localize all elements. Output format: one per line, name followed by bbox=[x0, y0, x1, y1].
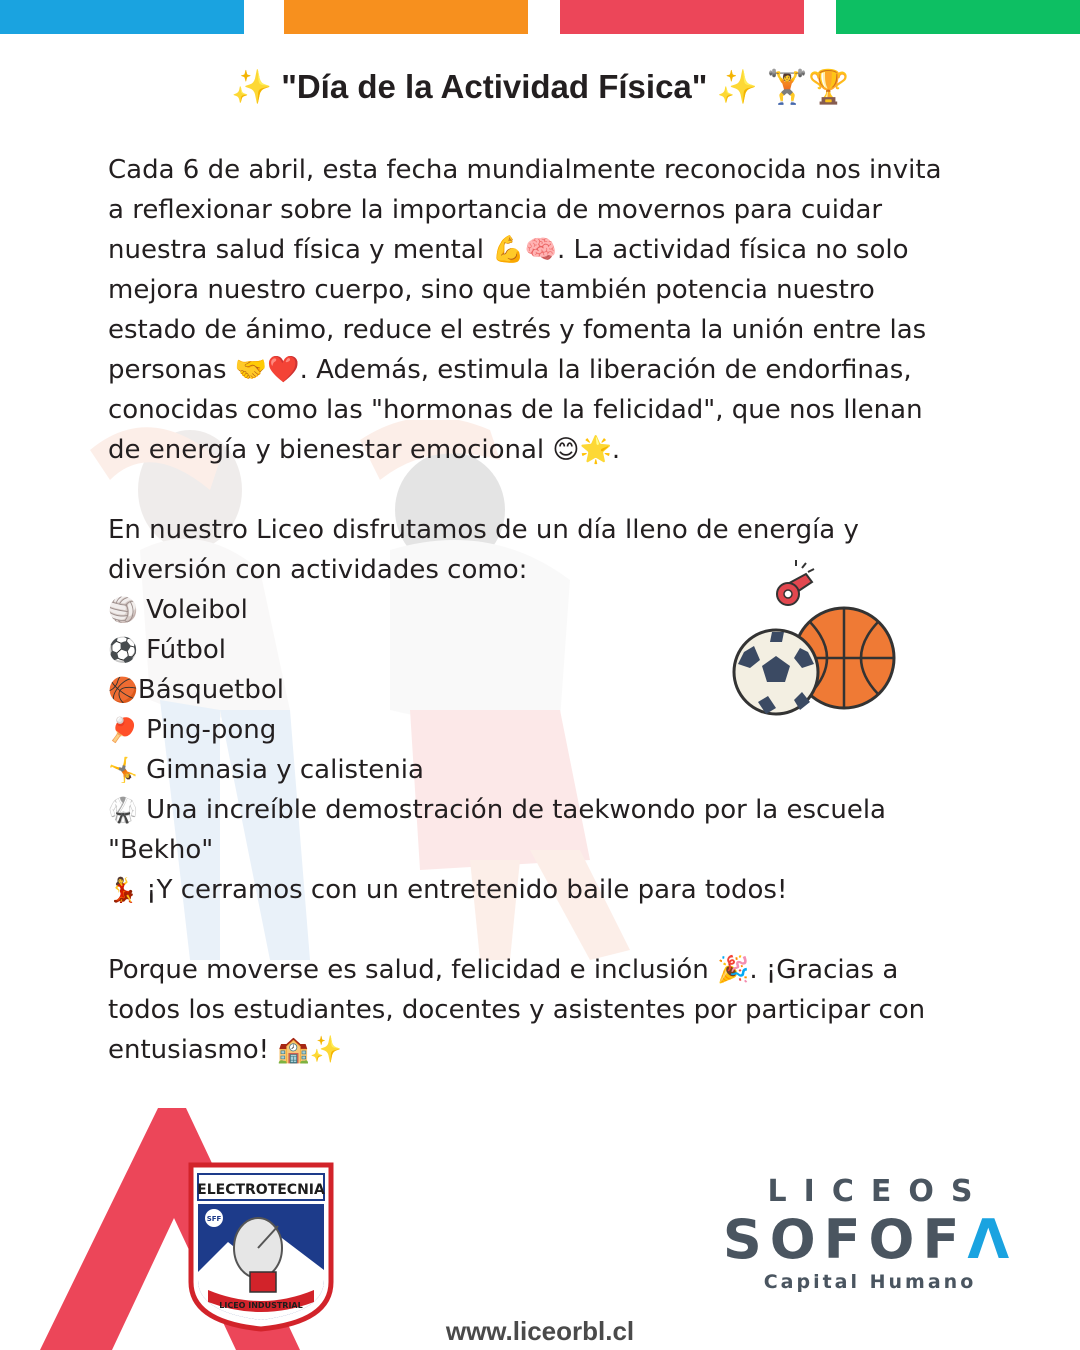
dancer-icon: 💃 bbox=[108, 876, 138, 904]
activity-label: ¡Y cerramos con un entretenido baile para todos! bbox=[137, 875, 788, 905]
soccer-ball-icon: ⚽ bbox=[108, 636, 138, 664]
sparkles-icon: ✨ bbox=[716, 68, 758, 105]
text-line: mejora nuestro cuerpo, sino que también potencia nuestro bbox=[108, 275, 875, 305]
list-item bbox=[108, 790, 988, 830]
text-line: estado de ánimo, reduce el estrés y fomenta la unión entre las bbox=[108, 315, 927, 345]
activity-label: "Bekho" bbox=[108, 835, 214, 865]
whistle-icon bbox=[777, 560, 814, 605]
text-line: conocidas como las "hormonas de la felicidad", que nos llenan bbox=[108, 395, 923, 425]
top-color-bar-red bbox=[560, 0, 804, 34]
top-color-bar-orange bbox=[284, 0, 528, 34]
text-line: a reflexionar sobre la importancia de movernos para cuidar bbox=[108, 195, 883, 225]
basketball-icon: 🏀 bbox=[108, 676, 138, 704]
logo-liceos-text: LICEOS bbox=[767, 1174, 990, 1209]
soccer-ball-icon bbox=[734, 630, 818, 714]
badge-top-text: ELECTROTECNIA bbox=[197, 1182, 325, 1198]
activity-label: Fútbol bbox=[137, 635, 226, 665]
badge-bottom-text: LICEO INDUSTRIAL bbox=[219, 1301, 303, 1310]
logo-sofofa-main: SOFOF bbox=[722, 1208, 968, 1271]
page-title-text: "Día de la Actividad Física" bbox=[281, 68, 708, 105]
logo-sofofa-accent: Λ bbox=[967, 1208, 1018, 1271]
martial-arts-icon: 🥋 bbox=[108, 796, 138, 824]
page-title bbox=[0, 68, 1080, 107]
intro-paragraph bbox=[108, 150, 988, 470]
top-color-bar-green bbox=[836, 0, 1080, 34]
text-line: Porque moverse es salud, felicidad e inclusión 🎉. ¡Gracias a bbox=[108, 955, 899, 985]
activity-label: Ping-pong bbox=[137, 715, 277, 745]
activity-label: Una increíble demostración de taekwondo por la escuela bbox=[137, 795, 886, 825]
activity-label: Gimnasia y calistenia bbox=[137, 755, 424, 785]
list-item bbox=[108, 750, 988, 790]
gymnast-icon: 🤸 bbox=[108, 756, 138, 784]
volleyball-icon: 🏐 bbox=[108, 596, 138, 624]
top-color-bar-blue bbox=[0, 0, 244, 34]
list-item bbox=[108, 830, 988, 870]
text-line: En nuestro Liceo disfrutamos de un día lleno de energía y bbox=[108, 515, 859, 545]
electrotecnia-badge-logo bbox=[188, 1162, 334, 1332]
logo-sofofa-text bbox=[700, 1209, 1040, 1271]
sports-balls-illustration bbox=[732, 560, 902, 725]
text-line: todos los estudiantes, docentes y asistentes por participar con bbox=[108, 995, 926, 1025]
logo-tagline: Capital Humano bbox=[763, 1271, 977, 1293]
text-line: personas 🤝❤️. Además, estimula la liberación de endorfinas, bbox=[108, 355, 912, 385]
text-line: nuestra salud física y mental 💪🧠. La actividad física no solo bbox=[108, 235, 909, 265]
text-line: entusiasmo! 🏫✨ bbox=[108, 1035, 343, 1065]
liceos-sofofa-logo bbox=[700, 1174, 1040, 1293]
sparkles-icon: ✨ bbox=[230, 68, 273, 105]
website-link[interactable]: www.liceorbl.cl bbox=[445, 1316, 635, 1346]
list-item bbox=[108, 870, 988, 910]
activity-label: Voleibol bbox=[137, 595, 248, 625]
ping-pong-icon: 🏓 bbox=[108, 716, 138, 744]
weightlifter-trophy-icon: 🏋🏆 bbox=[766, 68, 850, 105]
closing-paragraph bbox=[108, 950, 988, 1070]
text-line: diversión con actividades como: bbox=[108, 555, 528, 585]
text-line: de energía y bienestar emocional 😊🌟. bbox=[108, 435, 621, 465]
badge-seal-text: SFF bbox=[206, 1215, 222, 1223]
text-line: Cada 6 de abril, esta fecha mundialmente reconocida nos invita bbox=[108, 155, 942, 185]
activity-label: Básquetbol bbox=[137, 675, 285, 705]
